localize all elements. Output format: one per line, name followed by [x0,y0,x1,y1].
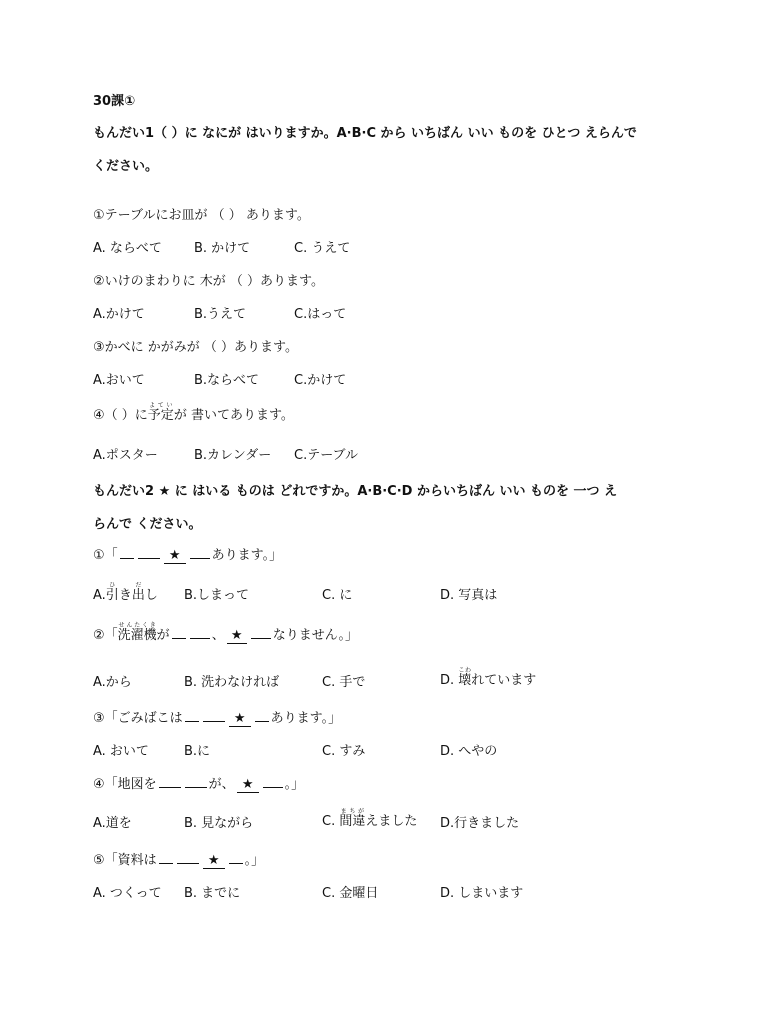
answer-blank[interactable] [177,851,199,864]
s2-q4-option-a[interactable]: A.道を [93,816,132,831]
answer-blank[interactable] [263,775,283,788]
section1-question-2: ②いけのまわりに 木が （ ）あります。 [93,274,325,289]
s1-q2-option-c[interactable]: C.はって [294,307,347,322]
s1-q4-ruby: 予定よてい [147,402,174,423]
s2-q5-option-d[interactable]: D. しまいます [440,886,524,901]
star-blank[interactable]: ★ [229,711,251,727]
s2-q2-option-a[interactable]: A.から [93,675,132,690]
section1-question-3: ③かべに かがみが （ ）あります。 [93,340,299,355]
section2-instruction-line2: らんで ください。 [93,517,202,532]
section2-question-3: ③「ごみばこは ★ あります。」 [93,711,342,726]
s1-q2-option-a[interactable]: A.かけて [93,307,145,322]
star-blank[interactable]: ★ [203,853,225,869]
s1-q2-option-b[interactable]: B.うえて [194,307,247,322]
section1-instruction-line2: ください。 [93,159,159,174]
s2-q3-option-b[interactable]: B.に [184,744,211,759]
s2-q2-option-c[interactable]: C. 手で [322,675,366,690]
star-blank[interactable]: ★ [237,777,259,793]
star-blank[interactable]: ★ [164,548,186,564]
section1-instruction-line1: もんだい1（ ）に なにが はいりますか。A·B·C から いちばん いい ものを ひとつ えらんで [93,126,637,141]
s1-q4-option-c[interactable]: C.テーブル [294,448,359,463]
answer-blank[interactable] [120,546,134,559]
s1-q4-stem-post: が 書いてあります。 [173,408,294,423]
s1-q1-option-b[interactable]: B. かけて [194,241,251,256]
s2-q4-option-b[interactable]: B. 見ながら [184,816,254,831]
section2-question-1: ①「 ★ あります。」 [93,548,283,563]
answer-blank[interactable] [185,775,207,788]
s1-q1-option-c[interactable]: C. うえて [294,241,351,256]
section2-question-5: ⑤「資料は ★ 。」 [93,853,265,868]
s2-q1-option-d[interactable]: D. 写真は [440,588,498,603]
lesson-title: 30課① [93,94,136,109]
answer-blank[interactable] [203,709,225,722]
s2-q5-option-a[interactable]: A. つくって [93,886,162,901]
s2-q5-option-b[interactable]: B. までに [184,886,241,901]
s1-q4-option-b[interactable]: B.カレンダー [194,448,272,463]
answer-blank[interactable] [229,851,243,864]
s2-q1-option-c[interactable]: C. に [322,588,353,603]
star-blank[interactable]: ★ [227,628,247,644]
answer-blank[interactable] [159,775,181,788]
answer-blank[interactable] [251,626,271,639]
s2-q4-option-c[interactable]: C. 間違まちがえました [322,808,418,829]
s2-q3-option-c[interactable]: C. すみ [322,744,366,759]
section2-question-4: ④「地図を が、 ★ 。」 [93,777,305,792]
section1-question-1: ①テーブルにお皿が （ ） あります。 [93,208,310,223]
s1-q3-option-b[interactable]: B.ならべて [194,373,260,388]
answer-blank[interactable] [255,709,269,722]
s1-q4-option-a[interactable]: A.ポスター [93,448,158,463]
s2-q2-option-d[interactable]: D. 壊こわれています [440,667,537,688]
s2-q1-option-a[interactable]: A.引ひき出だし [93,582,158,603]
answer-blank[interactable] [185,709,199,722]
s1-q3-option-a[interactable]: A.おいて [93,373,145,388]
s2-q4-option-d[interactable]: D.行きました [440,816,520,831]
s2-q3-option-a[interactable]: A. おいて [93,744,149,759]
s2-q5-option-c[interactable]: C. 金曜日 [322,886,379,901]
answer-blank[interactable] [190,546,210,559]
s1-q1-option-a[interactable]: A. ならべて [93,241,162,256]
answer-blank[interactable] [190,626,210,639]
section1-question-4 [93,402,294,423]
s1-q3-option-c[interactable]: C.かけて [294,373,347,388]
answer-blank[interactable] [172,626,186,639]
s2-q3-option-d[interactable]: D. へやの [440,744,498,759]
answer-blank[interactable] [138,546,160,559]
section2-question-2: ②「洗濯機せんたくきが 、 ★ なりません。」 [93,622,358,643]
answer-blank[interactable] [159,851,173,864]
section2-instruction-line1: もんだい2 ★ に はいる ものは どれですか。A·B·C·D からいちばん いい ものを 一つ え [93,484,618,499]
s1-q4-stem-pre: ④（ ）に [93,408,148,423]
s2-q1-option-b[interactable]: B.しまって [184,588,250,603]
s2-q2-option-b[interactable]: B. 洗わなければ [184,675,280,690]
